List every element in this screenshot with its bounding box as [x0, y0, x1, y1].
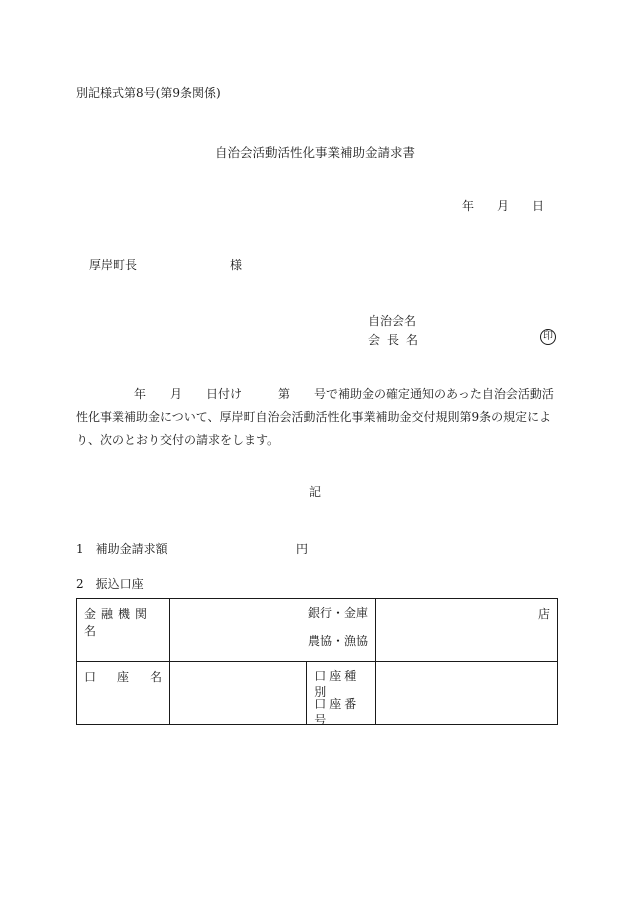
- account-number-label: 口座番号: [314, 697, 360, 727]
- request-body-text: [76, 383, 560, 452]
- bank-type-bank: 銀行・金庫: [307, 606, 368, 620]
- account-type-label: 口座種別: [314, 669, 360, 699]
- form-number-label: 別記様式第8号(第9条関係): [76, 86, 221, 100]
- account-name-char: 名: [149, 670, 162, 684]
- account-type-number-labels: [307, 662, 376, 725]
- account-name-cell[interactable]: [170, 662, 307, 725]
- body-line: り、次のとおり交付の請求をします。: [76, 433, 280, 447]
- document-title: 自治会活動活性化事業補助金請求書: [214, 145, 415, 160]
- bank-name-label-cell: [77, 599, 170, 662]
- bank-type-options: [170, 599, 375, 661]
- bank-name-label: 金融機関名: [84, 607, 153, 638]
- president-name-label: 会長名: [368, 333, 426, 347]
- account-name-label-cell: [77, 662, 170, 725]
- item-transfer-account: 2 振込口座: [76, 577, 144, 591]
- seal-mark: 印: [540, 329, 556, 345]
- branch-label: 店: [537, 607, 550, 621]
- date-day-label: 日: [532, 199, 545, 213]
- addressee-honorific: 様: [230, 258, 243, 272]
- addressee-name: 厚岸町長: [89, 258, 138, 272]
- account-name-char: 口: [84, 670, 97, 684]
- account-table: [76, 598, 558, 725]
- branch-cell[interactable]: [375, 599, 557, 662]
- table-row: [77, 662, 558, 725]
- body-line: 性化事業補助金について、厚岸町自治会活動活性化事業補助金交付規則第9条の規定によ: [76, 410, 552, 424]
- request-amount-label: 1 補助金請求額: [76, 542, 168, 556]
- account-type-number-cell[interactable]: [375, 662, 557, 725]
- account-labels-stack: [307, 662, 375, 727]
- org-name-label: 自治会名: [368, 314, 417, 328]
- yen-unit: 円: [296, 542, 309, 556]
- table-row: [77, 599, 558, 662]
- account-name-label: [77, 662, 169, 685]
- body-line: 年 月 日付け 第 号で補助金の確定通知のあった自治会活動活: [134, 387, 554, 401]
- date-month-label: 月: [497, 199, 510, 213]
- account-name-char: 座: [116, 670, 129, 684]
- bank-name-cell[interactable]: [170, 599, 376, 662]
- bank-type-coop: 農協・漁協: [307, 634, 368, 648]
- date-year-label: 年: [462, 199, 475, 213]
- item-request-amount: [76, 540, 309, 557]
- ki-heading: 記: [308, 485, 321, 499]
